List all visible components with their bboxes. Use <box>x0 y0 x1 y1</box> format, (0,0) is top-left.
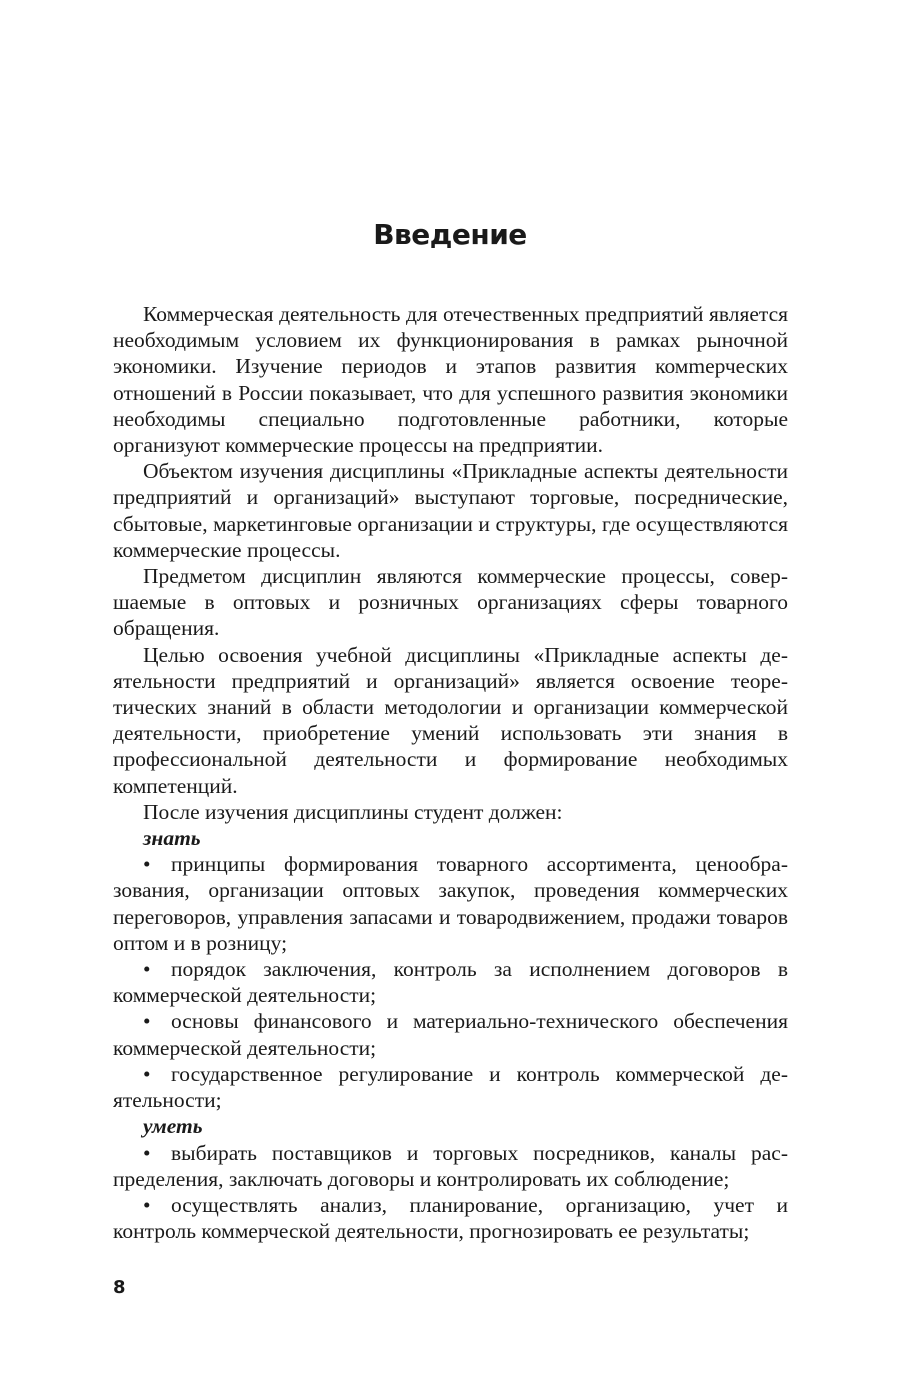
paragraph-object: Объектом изучения дисциплины «Прикладные аспекты деятельности предприятий и организаций» выступают торговые, посреднические, сбытовые, маркетинговые организации и структуры, где осуществляются коммерческие процессы. <box>113 459 788 562</box>
bullet-icon: • <box>143 1192 151 1217</box>
list-item-text: осуществлять анализ, планирование, организацию, учет и контроль коммерческой деятельности, прогнозировать ее результаты; <box>113 1192 788 1244</box>
list-item <box>113 1192 788 1244</box>
list-item <box>113 1008 788 1060</box>
list-item <box>113 1061 788 1113</box>
paragraph-goal: Целью освоения учебной дисциплины «Прикладные аспекты деятельности предприятий и организаций» является освоение теоретических знаний в области методологии и организации коммерческой деятельности, приобретение умений использовать эти знания в профессиональной деятельности и формирование необходимых компетенций. <box>113 642 788 798</box>
list-item <box>113 851 788 956</box>
bullet-icon: • <box>143 852 151 877</box>
bullet-icon: • <box>143 1140 151 1165</box>
list-item-text: государственное регулирование и контроль коммерческой деятельности; <box>113 1061 788 1113</box>
list-item-text: принципы формирования товарного ассортимента, ценообразования, организации оптовых закупок, проведения коммерческих переговоров, управления запасами и товародвижением, продажи товаров оптом и в розницу; <box>113 852 788 955</box>
can-heading: уметь <box>143 1114 203 1139</box>
list-item <box>113 1140 788 1192</box>
paragraph-outcomes-lead: После изучения дисциплины студент должен: <box>143 799 563 824</box>
know-heading: знать <box>143 826 201 851</box>
page-number: 8 <box>113 1277 126 1298</box>
list-item-text: выбирать поставщиков и торговых посредников, каналы распределения, заключать договоры и контролировать их соблюдение; <box>113 1140 788 1191</box>
bullet-icon: • <box>143 957 151 982</box>
list-item <box>113 956 788 1008</box>
list-item-text: основы финансового и материально-технического обеспечения коммерческой деятельности; <box>113 1009 788 1060</box>
body-text <box>113 301 788 1244</box>
paragraph-intro: Коммерческая деятельность для отечественных предприятий является необходимым условием их функционирования в рамках рыночной экономики. Изучение периодов и этапов развития комmерческих отношений в России показывает, что для успешного развития экономики необходимы специально подготовленные работники, которые организуют коммерческие процессы на предприятии. <box>113 302 788 458</box>
chapter-title: Введение <box>373 218 527 251</box>
bullet-icon: • <box>143 1061 151 1086</box>
paragraph-subject: Предметом дисциплин являются коммерческие процессы, совершаемые в оптовых и розничных организациях сферы товарного обращения. <box>113 564 788 641</box>
list-item-text: порядок заключения, контроль за исполнением договоров в коммерческой деятельности; <box>113 957 788 1008</box>
bullet-icon: • <box>143 1009 151 1034</box>
